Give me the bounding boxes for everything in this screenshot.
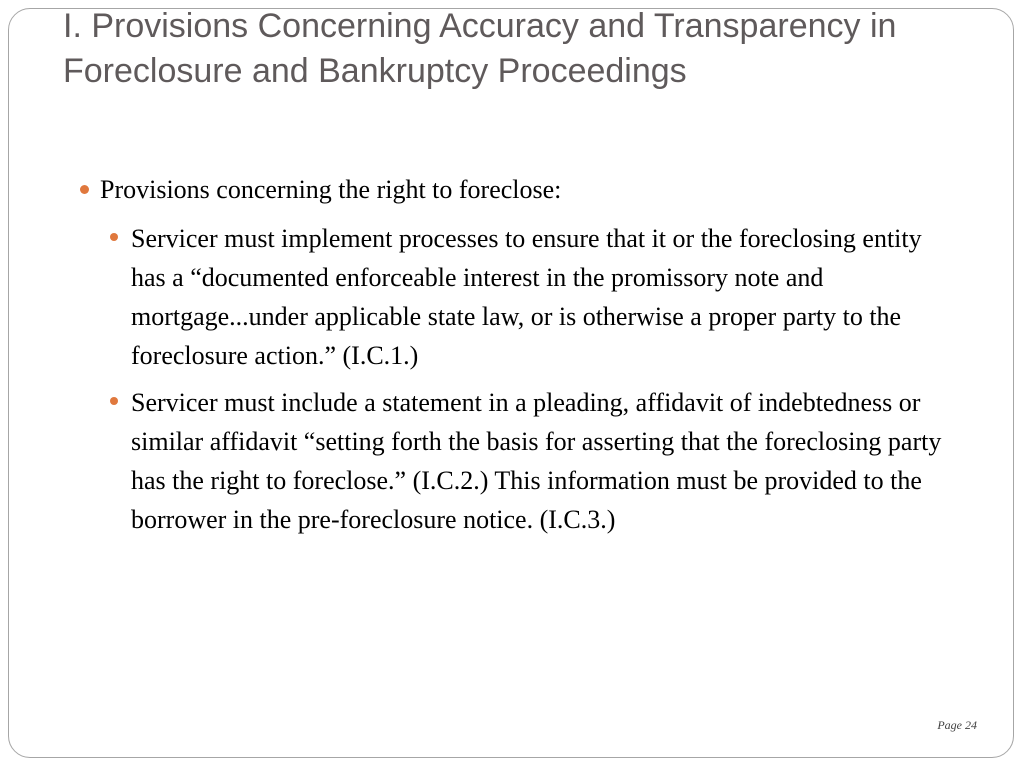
slide-content <box>80 170 980 539</box>
bullet-level1 <box>80 170 980 209</box>
bullet-dot-icon <box>110 397 118 405</box>
bullet-text: Servicer must include a statement in a pleading, affidavit of indebtedness or similar affidavit “setting forth the basis for asserting that the foreclosing party has the right to foreclose.” (I.C.2.) This information must be provided to the borrower in the pre-foreclosure notice. (I.C.3.) <box>131 388 942 534</box>
bullet-dot-icon <box>80 185 89 194</box>
bullet-text: Provisions concerning the right to foreclose: <box>100 175 562 204</box>
slide-title: I. Provisions Concerning Accuracy and Transparency in Foreclosure and Bankruptcy Proceedings <box>63 7 897 90</box>
page-number: Page 24 <box>937 718 977 732</box>
bullet-text: Servicer must implement processes to ensure that it or the foreclosing entity has a “documented enforceable interest in the promissory note and mortgage...under applicable state law, or is otherwise a proper party to the foreclosure action.” (I.C.1.) <box>131 224 922 370</box>
bullet-level2 <box>110 219 961 375</box>
bullet-dot-icon <box>110 233 118 241</box>
bullet-level2 <box>110 383 961 539</box>
